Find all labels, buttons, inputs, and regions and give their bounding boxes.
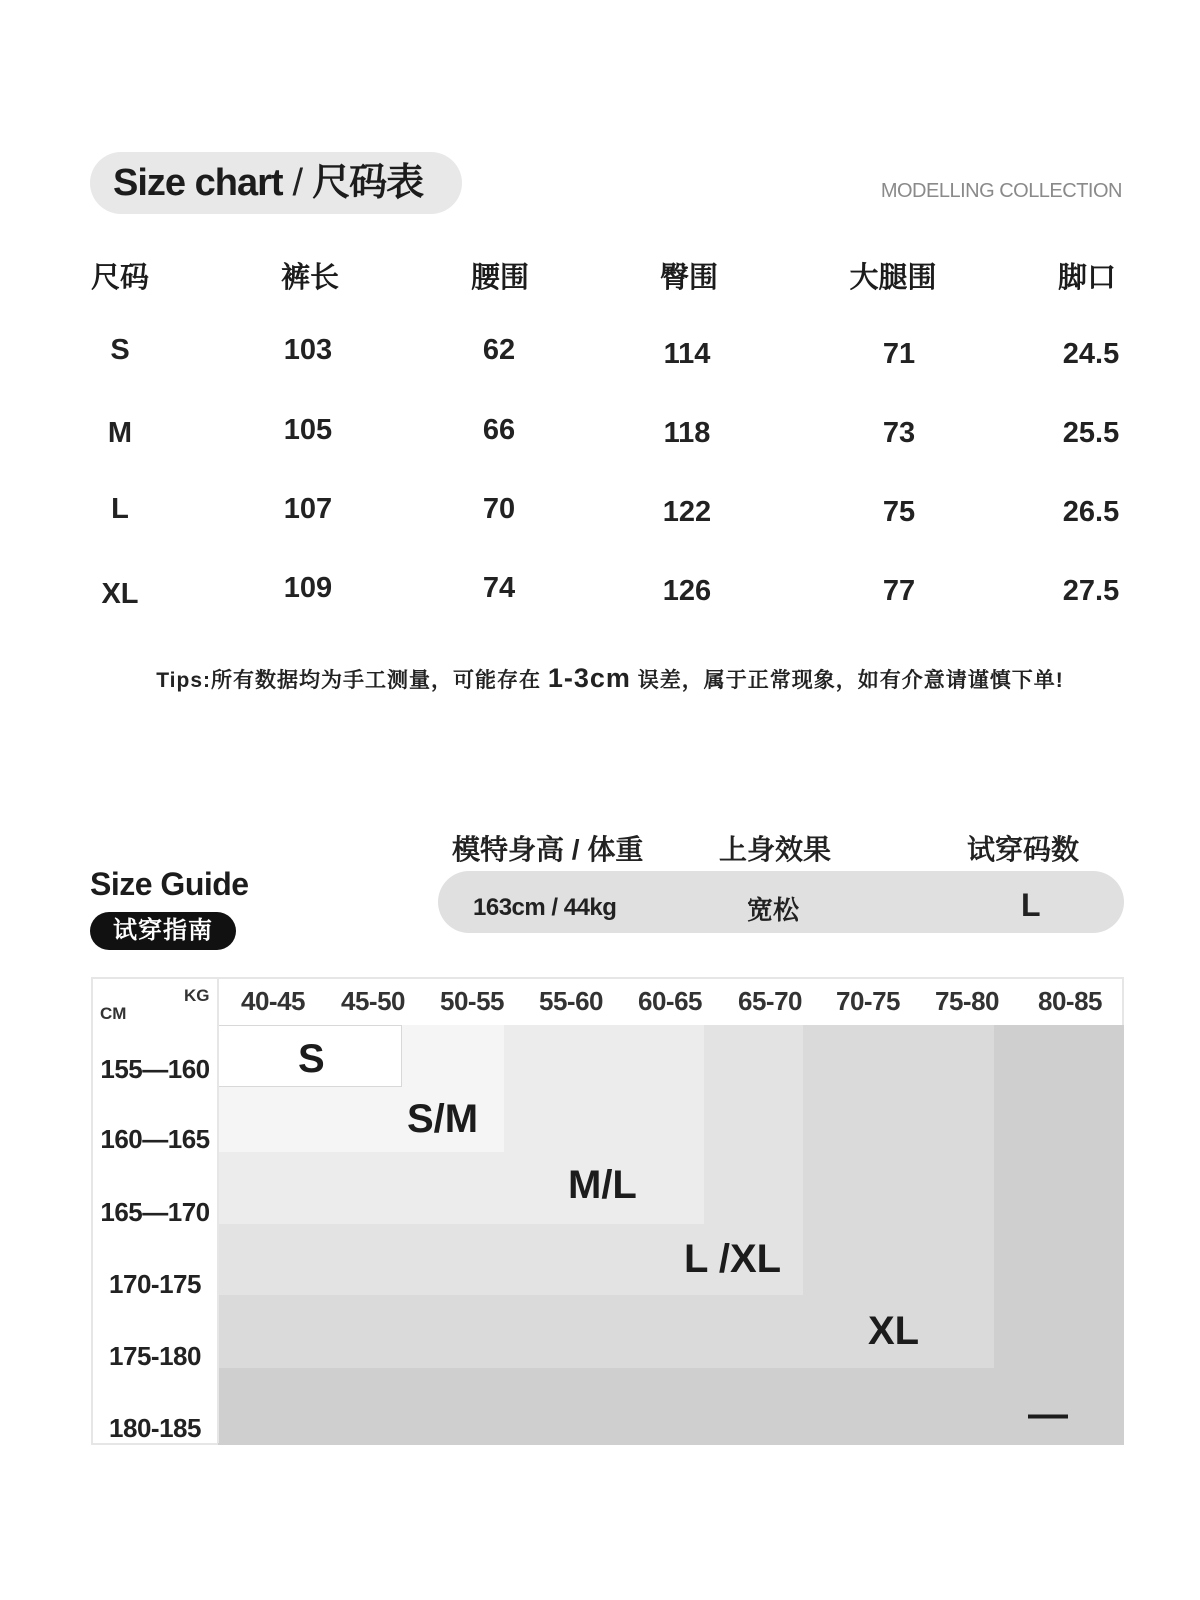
table-cell: 71 xyxy=(882,338,916,370)
zone-label-none: — xyxy=(1028,1392,1068,1436)
corner-cm: CM xyxy=(100,1004,127,1023)
table-cell: XL xyxy=(101,578,139,610)
size-guide-title: Size Guide xyxy=(90,866,249,902)
measurement-tips xyxy=(90,663,1130,694)
table-cell: 73 xyxy=(882,417,916,449)
table-cell: 103 xyxy=(283,334,333,366)
height-label: 165—170 xyxy=(100,1197,210,1227)
tips-suffix: 误差，属于正常现象，如有介意请谨慎下单! xyxy=(637,669,1064,692)
guide-header-fit: 上身效果 xyxy=(719,834,832,865)
height-label: 160—165 xyxy=(100,1124,210,1154)
weight-header: 60-65 xyxy=(638,986,702,1016)
zone-label-sm: S/M xyxy=(407,1097,479,1141)
table-cell: L xyxy=(111,493,129,525)
table-cell: 126 xyxy=(662,575,712,607)
weight-header: 65-70 xyxy=(738,986,802,1016)
col-header-hip: 臀围 xyxy=(659,262,718,294)
table-cell: S xyxy=(110,334,130,366)
title-cn: 尺码表 xyxy=(312,162,424,204)
weight-header: 50-55 xyxy=(440,986,504,1016)
weight-header: 80-85 xyxy=(1038,986,1102,1016)
table-cell: M xyxy=(107,417,133,449)
table-cell: 74 xyxy=(482,572,516,604)
table-cell: 105 xyxy=(283,414,333,446)
guide-header-model: 模特身高 / 体重 xyxy=(452,834,644,865)
table-cell: 27.5 xyxy=(1062,575,1120,607)
corner-kg: KG xyxy=(184,986,210,1005)
weight-header: 75-80 xyxy=(935,986,999,1016)
height-label: 180-185 xyxy=(109,1413,201,1443)
table-cell: 62 xyxy=(482,334,516,366)
table-cell: 114 xyxy=(663,338,711,370)
collection-label: MODELLING COLLECTION xyxy=(880,180,1122,202)
zone-label-xl: XL xyxy=(868,1309,920,1353)
col-header-size: 尺码 xyxy=(90,262,149,294)
tips-range: 1-3cm xyxy=(547,663,631,693)
weight-header: 55-60 xyxy=(539,986,603,1016)
size-chart-title xyxy=(113,158,423,208)
corner-divider xyxy=(217,979,219,1443)
zone-label-s: S xyxy=(298,1037,325,1081)
model-size: L xyxy=(1021,887,1041,923)
tips-prefix: Tips:所有数据均为手工测量，可能存在 xyxy=(156,669,542,692)
title-en: Size chart xyxy=(113,162,283,204)
table-cell: 70 xyxy=(482,493,516,525)
height-label: 170-175 xyxy=(109,1269,201,1299)
col-header-hem: 脚口 xyxy=(1057,262,1116,294)
table-cell: 109 xyxy=(283,572,333,604)
table-cell: 66 xyxy=(482,414,516,446)
title-separator: / xyxy=(292,162,303,204)
col-header-waist: 腰围 xyxy=(470,262,529,294)
table-cell: 26.5 xyxy=(1062,496,1120,528)
weight-header: 70-75 xyxy=(836,986,900,1016)
weight-header: 45-50 xyxy=(341,986,405,1016)
guide-header-size: 试穿码数 xyxy=(967,834,1080,865)
table-cell: 118 xyxy=(663,417,711,449)
table-cell: 24.5 xyxy=(1062,338,1120,370)
col-header-thigh: 大腿围 xyxy=(849,262,937,294)
zone-label-ml: M/L xyxy=(568,1163,637,1207)
height-label: 155—160 xyxy=(100,1054,210,1084)
model-fit: 宽松 xyxy=(747,895,800,925)
col-header-length: 裤长 xyxy=(280,262,339,294)
table-cell: 75 xyxy=(882,496,916,528)
zone-label-lxl: L /XL xyxy=(684,1237,782,1281)
height-label: 175-180 xyxy=(109,1341,201,1371)
size-guide-badge: 试穿指南 xyxy=(90,912,236,950)
table-cell: 107 xyxy=(283,493,333,525)
weight-header: 40-45 xyxy=(241,986,305,1016)
table-cell: 77 xyxy=(882,575,916,607)
table-cell: 25.5 xyxy=(1062,417,1120,449)
table-cell: 122 xyxy=(662,496,712,528)
model-height-weight: 163cm / 44kg xyxy=(473,894,617,921)
